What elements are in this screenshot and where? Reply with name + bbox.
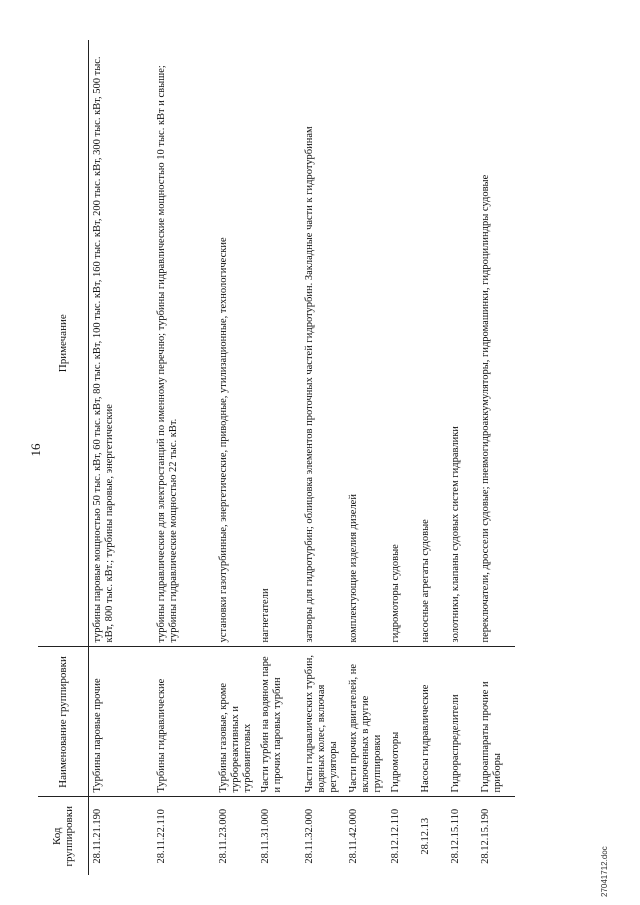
row-code: 28.12.15.190 <box>479 808 491 864</box>
row-code: 28.12.15.110 <box>449 808 461 864</box>
row-code: 28.11.22.110 <box>155 809 167 864</box>
header-code: Код группировки <box>38 797 89 875</box>
row-code: 28.12.13 <box>419 817 431 855</box>
header-note: Примечание <box>38 40 89 647</box>
table-row <box>153 40 215 875</box>
row-note: затворы для гидротурбин; облицовка элементов проточных частей гидротурбин. Закладные части к гидротурбинам <box>301 40 345 647</box>
table-header-row <box>38 40 89 875</box>
row-code: 28.11.31.000 <box>259 808 271 864</box>
row-note: золотники, клапаны судовых систем гидравлики <box>447 40 477 647</box>
row-name: Насосы гидравлические <box>417 647 447 797</box>
document-footer-filename: 27041712.doc <box>600 846 609 897</box>
row-code: 28.12.12.110 <box>389 808 401 864</box>
header-name: Наименование группировки <box>38 647 89 797</box>
row-name: Части гидравлических турбин, водяных колес, включая регуляторы <box>301 647 345 797</box>
table-row <box>447 40 477 875</box>
table-row <box>387 40 417 875</box>
row-name: Турбины газовые, кроме турбореактивных и турбовинтовых <box>215 647 257 797</box>
row-code: 28.11.42.000 <box>347 808 359 864</box>
row-code: 28.11.23.000 <box>217 808 229 864</box>
row-name: Турбины гидравлические <box>153 647 215 797</box>
row-name: Части турбин на водяном паре и прочих паровых турбин <box>257 647 301 797</box>
row-note: турбины паровые мощностью 50 тыс. кВт, 60 тыс. кВт, 80 тыс. кВт, 100 тыс. кВт, 160 тыс. кВт, 200 тыс. кВт, 300 тыс. кВт, 500 тыс. кВт, 800 тыс. кВт.; турбины паровые, энергетические <box>89 40 153 647</box>
row-note: насосные агрегаты судовые <box>417 40 447 647</box>
page-number: 16 <box>28 443 43 457</box>
row-note: нагнетатели <box>257 40 301 647</box>
row-name: Гидрораспределители <box>447 647 477 797</box>
row-name: Части прочих двигателей, не включенных в другие группировки <box>345 647 387 797</box>
row-note: турбины гидравлические для электростанций по именному перечню; турбины гидравлические мощностью 10 тыс. кВт и свыше; турбины гидравлические мощностью 22 тыс. кВт. <box>153 40 215 647</box>
row-name: Гидромоторы <box>387 647 417 797</box>
classification-table <box>38 40 515 875</box>
row-note: переключатели, дроссели судовые; пневмогидроаккумуляторы, гидромашинки, гидроцилиндры судовые <box>477 40 515 647</box>
row-note: установки газотурбинные, энергетические, приводные, утилизационные, технологические <box>215 40 257 647</box>
table-row <box>301 40 345 875</box>
table-row <box>89 40 153 875</box>
table-row <box>257 40 301 875</box>
table-row <box>215 40 257 875</box>
row-note: гидромоторы судовые <box>387 40 417 647</box>
row-note: комплектующие изделия дизелей <box>345 40 387 647</box>
table-row <box>345 40 387 875</box>
row-code: 28.11.32.000 <box>303 808 315 864</box>
table-row <box>477 40 515 875</box>
row-name: Гидроаппараты прочие и приборы <box>477 647 515 797</box>
table-row <box>417 40 447 875</box>
row-code: 28.11.21.190 <box>92 808 103 864</box>
row-name: Турбины паровые прочие <box>89 647 153 797</box>
